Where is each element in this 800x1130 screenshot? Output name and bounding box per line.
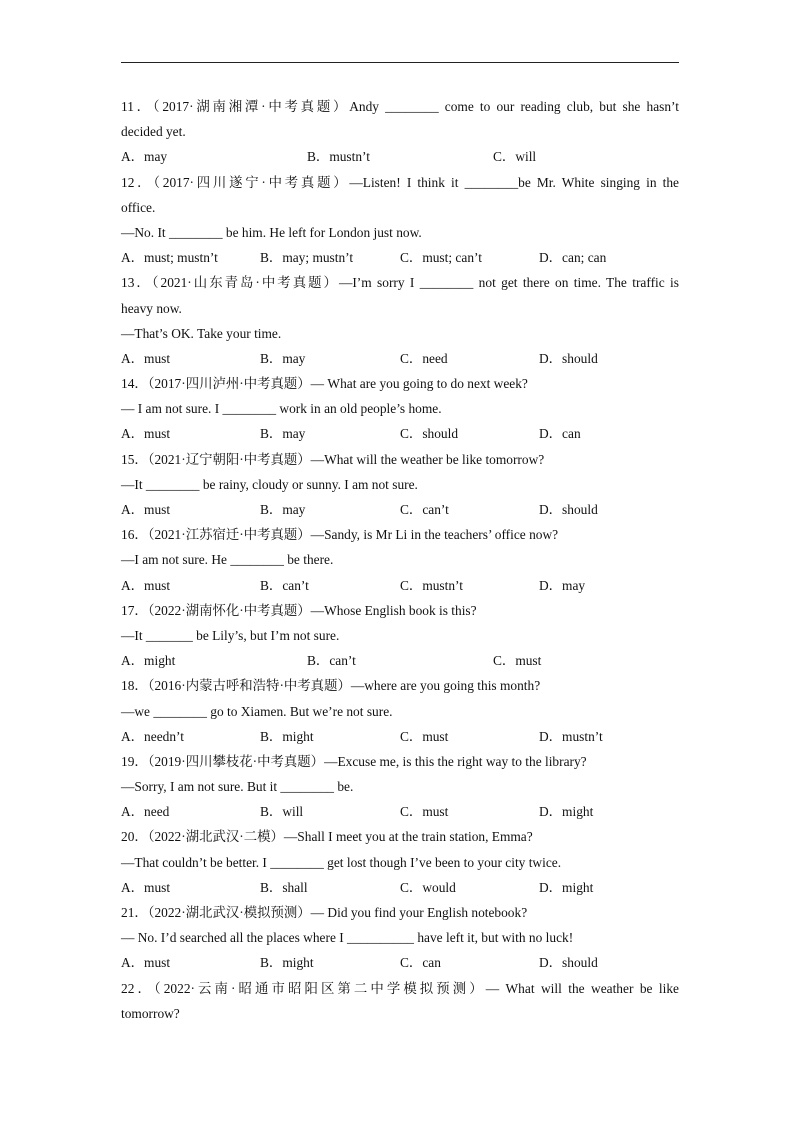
question-text-line: —I am not sure. He ________ be there.: [121, 552, 334, 568]
option-d: D．might: [539, 804, 594, 820]
option-b: B．will: [260, 804, 304, 820]
option-a: A．must: [121, 879, 171, 895]
option-row: [121, 724, 679, 749]
question-15: [121, 447, 679, 523]
question-text-line: office.: [121, 199, 156, 215]
option-c: C．can’t: [400, 502, 449, 517]
option-c: C．would: [400, 879, 456, 895]
option-row: [121, 573, 679, 598]
option-row: [121, 799, 679, 824]
question-stem: 13．（2021·山东青岛·中考真题）—I’m sorry I ________ not get there on time. The traffic is: [121, 275, 679, 291]
question-stem: 16．（2021·江苏宿迁·中考真题）—Sandy, is Mr Li in the teachers’ office now?: [121, 527, 559, 543]
option-row: [121, 346, 679, 371]
option-b: B．mustn’t: [307, 149, 370, 165]
question-16: [121, 522, 679, 598]
option-row: [121, 950, 679, 975]
question-20: [121, 824, 679, 900]
question-text-line: —It ________ be rainy, cloudy or sunny. I am not sure.: [121, 476, 418, 492]
question-14: [121, 371, 679, 447]
option-row: [121, 144, 679, 169]
question-stem: 11．（2017·湖南湘潭·中考真题）Andy ________ come to our reading club, but she hasn’t: [121, 99, 679, 114]
option-row: [121, 421, 679, 446]
option-a: A．might: [121, 653, 176, 669]
question-stem: 21．（2022·湖北武汉·模拟预测）— Did you find your English notebook?: [121, 905, 528, 920]
header-rule: [121, 62, 679, 63]
question-text-line: decided yet.: [121, 124, 186, 140]
option-c: C．must: [493, 653, 542, 669]
option-a: A．must: [121, 350, 171, 366]
question-stem: 15．（2021·辽宁朝阳·中考真题）—What will the weather be like tomorrow?: [121, 451, 545, 467]
option-c: C．must; can’t: [400, 250, 482, 266]
question-11: [121, 94, 679, 170]
option-d: D．mustn’t: [539, 728, 603, 744]
question-stem: 12．（2017·四川遂宁·中考真题）—Listen! I think it ________be Mr. White singing in the: [121, 174, 679, 190]
option-row: [121, 648, 679, 673]
option-b: B．shall: [260, 879, 308, 895]
option-row: [121, 497, 679, 522]
option-a: A．must: [121, 502, 171, 517]
option-d: D．can: [539, 426, 581, 442]
option-d: D．can; can: [539, 250, 607, 266]
question-text-line: — No. I’d searched all the places where I __________ have left it, but with no luck!: [121, 930, 574, 946]
question-text-line: —That couldn’t be better. I ________ get lost though I’ve been to your city twice.: [121, 854, 562, 870]
option-a: A．need: [121, 804, 170, 820]
option-d: D．should: [539, 350, 598, 366]
option-b: B．may: [260, 350, 306, 366]
option-c: C．mustn’t: [400, 577, 463, 593]
option-a: A．must: [121, 955, 171, 971]
question-text-line: — I am not sure. I ________ work in an old people’s home.: [121, 401, 442, 417]
question-list: [121, 94, 679, 1026]
option-row: [121, 245, 679, 270]
question-17: [121, 598, 679, 674]
question-stem: 22．（2022·云南·昭通市昭阳区第二中学模拟预测）— What will the weather be like: [121, 980, 679, 996]
question-text-line: tomorrow?: [121, 1005, 180, 1021]
option-d: D．should: [539, 955, 598, 971]
option-a: A．needn’t: [121, 728, 184, 744]
option-b: B．may; mustn’t: [260, 250, 354, 266]
option-c: C．must: [400, 728, 449, 744]
question-12: [121, 170, 679, 271]
option-b: B．can’t: [260, 577, 309, 593]
question-text-line: —Sorry, I am not sure. But it ________ be.: [121, 779, 354, 795]
question-text-line: —we ________ go to Xiamen. But we’re not sure.: [121, 703, 393, 719]
option-c: C．need: [400, 350, 448, 366]
option-b: B．might: [260, 728, 314, 744]
question-22: [121, 976, 679, 1026]
question-18: [121, 673, 679, 749]
question-text-line: —It _______ be Lily’s, but I’m not sure.: [121, 627, 340, 643]
question-21: [121, 900, 679, 976]
question-stem: 19．（2019·四川攀枝花·中考真题）—Excuse me, is this the right way to the library?: [121, 753, 587, 769]
question-text-line: —That’s OK. Take your time.: [121, 325, 282, 341]
option-d: D．might: [539, 879, 594, 895]
question-stem: 14．（2017·四川泸州·中考真题）— What are you going to do next week?: [121, 376, 528, 392]
option-b: B．might: [260, 955, 314, 971]
option-c: C．will: [493, 149, 537, 165]
question-text-line: —No. It ________ be him. He left for London just now.: [121, 224, 422, 240]
question-text-line: heavy now.: [121, 300, 182, 316]
option-d: D．should: [539, 502, 598, 517]
question-stem: 18．（2016·内蒙古呼和浩特·中考真题）—where are you going this month?: [121, 678, 541, 694]
question-19: [121, 749, 679, 825]
option-d: D．may: [539, 577, 586, 593]
option-row: [121, 875, 679, 900]
option-c: C．must: [400, 804, 449, 820]
option-b: B．can’t: [307, 653, 356, 669]
question-13: [121, 270, 679, 371]
option-a: A．must; mustn’t: [121, 250, 218, 266]
option-a: A．may: [121, 149, 168, 165]
option-c: C．can: [400, 955, 441, 971]
option-a: A．must: [121, 426, 171, 442]
question-stem: 20．（2022·湖北武汉·二模）—Shall I meet you at the train station, Emma?: [121, 829, 533, 845]
option-b: B．may: [260, 426, 306, 442]
option-a: A．must: [121, 577, 171, 593]
option-b: B．may: [260, 502, 306, 517]
option-c: C．should: [400, 426, 459, 442]
question-stem: 17．（2022·湖南怀化·中考真题）—Whose English book is this?: [121, 602, 477, 618]
